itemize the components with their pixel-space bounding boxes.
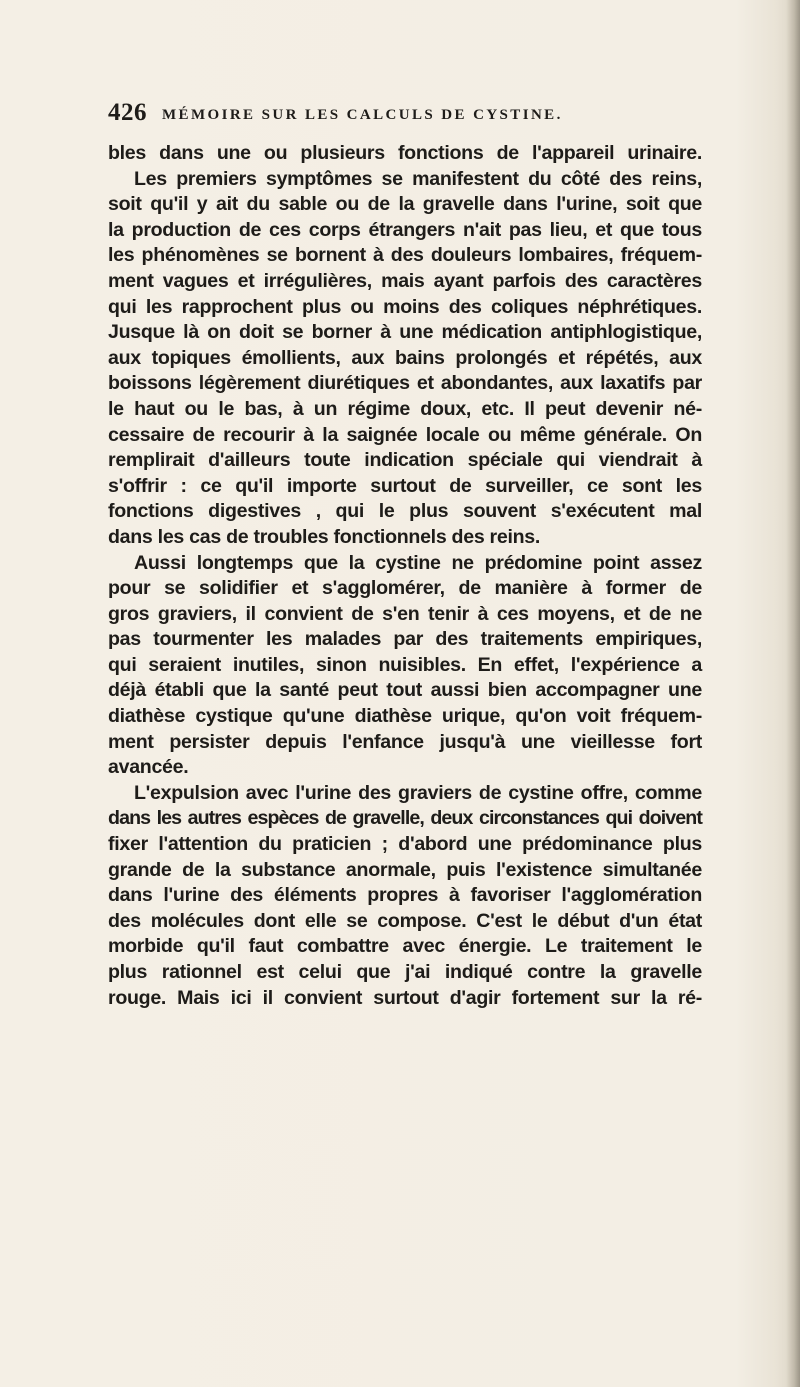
text-line: boissons légèrement diurétiques et abondantes, aux laxatifs par	[108, 372, 702, 395]
text-line: soit qu'il y ait du sable ou de la gravelle dans l'urine, soit que	[108, 193, 702, 216]
text-line: déjà établi que la santé peut tout aussi bien accompagner une	[108, 679, 702, 702]
text-line: Aussi longtemps que la cystine ne prédomine point assez	[134, 551, 702, 574]
text-line: pour se solidifier et s'agglomérer, de manière à former de	[108, 577, 702, 600]
running-head-title: MÉMOIRE SUR LES CALCULS DE CYSTINE.	[162, 107, 563, 123]
text-line: cessaire de recourir à la saignée locale ou même générale. On	[108, 423, 702, 446]
page-edge-shadow	[786, 0, 800, 1387]
text-line: dans les autres espèces de gravelle, deux circonstances qui doivent	[108, 807, 702, 830]
text-line: la production de ces corps étrangers n'ait pas lieu, et que tous	[108, 218, 702, 241]
text-line: avancée.	[108, 756, 189, 779]
page-number: 426	[108, 99, 147, 126]
text-line: bles dans une ou plusieurs fonctions de l'appareil urinaire.	[108, 142, 702, 164]
text-line: dans les cas de troubles fonctionnels des reins.	[108, 525, 541, 548]
text-line: pas tourmenter les malades par des traitements empiriques,	[108, 628, 702, 651]
text-line: le haut ou le bas, à un régime doux, etc. Il peut devenir né-	[108, 397, 702, 420]
text-line: les phénomènes se bornent à des douleurs lombaires, fréquem-	[108, 244, 702, 267]
text-line: aux topiques émollients, aux bains prolongés et répétés, aux	[108, 346, 702, 369]
text-line: rouge. Mais ici il convient surtout d'agir fortement sur la ré-	[108, 986, 702, 1009]
text-line: qui les rapprochent plus ou moins des coliques néphrétiques.	[108, 295, 702, 318]
body-text	[108, 141, 702, 1011]
text-line: s'offrir : ce qu'il importe surtout de surveiller, ce sont les	[108, 474, 702, 497]
text-line: des molécules dont elle se compose. C'est le début d'un état	[108, 909, 702, 932]
text-line: qui seraient inutiles, sinon nuisibles. En effet, l'expérience a	[108, 653, 702, 676]
text-line: morbide qu'il faut combattre avec énergie. Le traitement le	[108, 935, 702, 958]
text-line: plus rationnel est celui que j'ai indiqué contre la gravelle	[108, 961, 702, 983]
text-line: fixer l'attention du praticien ; d'abord une prédominance plus	[108, 833, 702, 856]
text-line: ment vagues et irrégulières, mais ayant parfois des caractères	[108, 269, 702, 292]
text-line: gros graviers, il convient de s'en tenir à ces moyens, et de ne	[108, 602, 702, 625]
text-line: grande de la substance anormale, puis l'existence simultanée	[108, 858, 702, 881]
text-line: diathèse cystique qu'une diathèse urique, qu'on voit fréquem-	[108, 705, 702, 728]
text-line: L'expulsion avec l'urine des graviers de cystine offre, comme	[134, 781, 702, 804]
text-line: remplirait d'ailleurs toute indication spéciale qui viendrait à	[108, 449, 702, 472]
running-head	[108, 98, 708, 130]
text-line: fonctions digestives , qui le plus souvent s'exécutent mal	[108, 500, 702, 523]
text-line: dans l'urine des éléments propres à favoriser l'agglomération	[108, 884, 702, 907]
text-line: ment persister depuis l'enfance jusqu'à une vieillesse fort	[108, 730, 702, 753]
text-line: Jusque là on doit se borner à une médication antiphlogistique,	[108, 321, 702, 344]
text-line: Les premiers symptômes se manifestent du côté des reins,	[134, 167, 702, 190]
